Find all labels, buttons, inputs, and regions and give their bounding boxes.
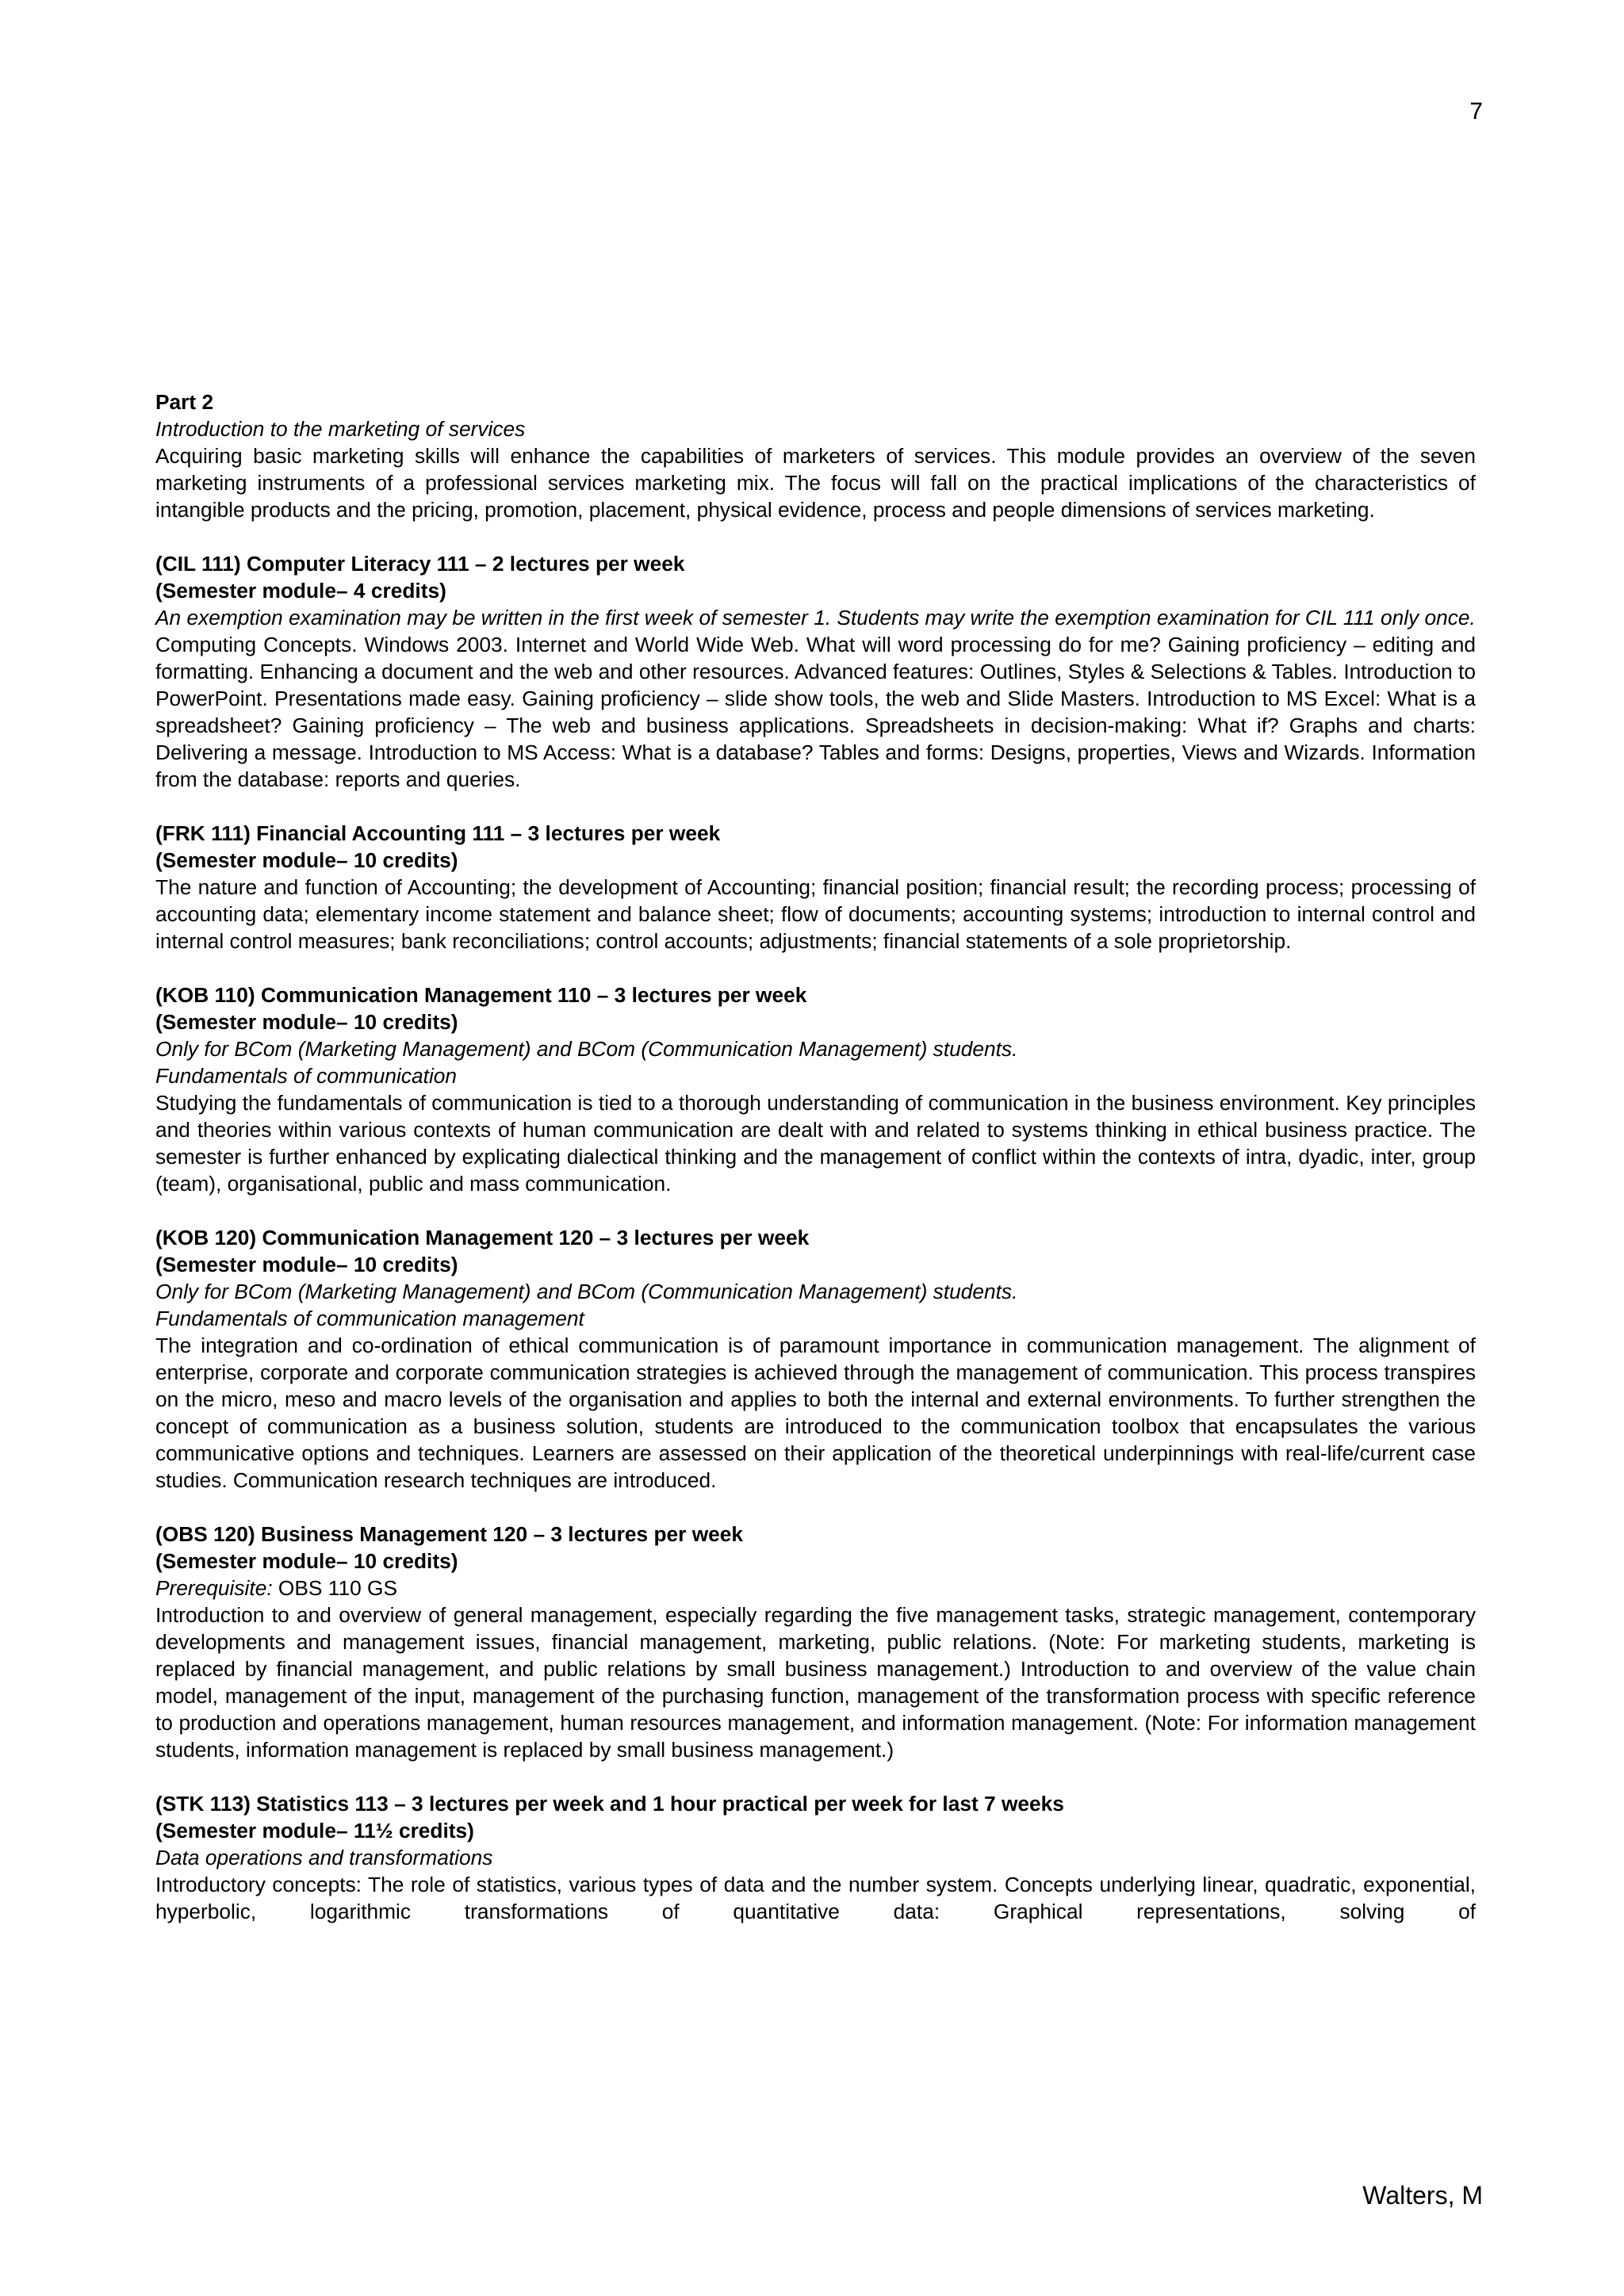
module-title: (STK 113) Statistics 113 – 3 lectures per week and 1 hour practical per week for last 7 weeks <box>155 1792 1064 1816</box>
module-description: Computing Concepts. Windows 2003. Internet and World Wide Web. What will word processing do for me? Gaining proficiency – editing and formatting. Enhancing a document and the web and other resources. Advanced features: Outlines, Styles & Selections & Tables. Introduction to PowerPoint. Presentations made easy. Gaining proficiency – slide show tools, the web and Slide Masters. Introduction to MS Excel: What is a spreadsheet? Gaining proficiency – The web and business applications. Spreadsheets in decision-making: What if? Graphs and charts: Delivering a message. Introduction to MS Access: What is a database? Tables and forms: Designs, properties, Views and Wizards. Information from the database: reports and queries. <box>155 633 1476 791</box>
module-credits: (Semester module– 4 credits) <box>155 579 446 603</box>
module-kob-120 <box>155 1224 1476 1494</box>
module-description: The integration and co-ordination of ethical communication is of paramount importance in communication management. The alignment of enterprise, corporate and corporate communication strategies is achieved through the management of communication. This process transpires on the micro, meso and macro levels of the organisation and applies to both the internal and external environments. To further strengthen the concept of communication as a business solution, students are introduced to the communication toolbox that encapsulates the various communicative options and techniques. Learners are assessed on their application of the theoretical underpinnings with real-life/current case studies. Communication research techniques are introduced. <box>155 1334 1476 1492</box>
module-subtitle: Fundamentals of communication management <box>155 1307 584 1330</box>
module-title: (FRK 111) Financial Accounting 111 – 3 lectures per week <box>155 821 721 845</box>
module-note: Only for BCom (Marketing Management) and BCom (Communication Management) students. <box>155 1280 1018 1303</box>
module-note: Only for BCom (Marketing Management) and BCom (Communication Management) students. <box>155 1037 1018 1061</box>
module-prerequisite <box>155 1575 1476 1601</box>
module-title: (KOB 120) Communication Management 120 – 3 lectures per week <box>155 1226 810 1249</box>
module-subtitle: Data operations and transformations <box>155 1846 493 1869</box>
page-number: 7 <box>1469 98 1483 124</box>
footer-author: Walters, M <box>1362 2181 1483 2210</box>
section-heading: Part 2 <box>155 390 214 414</box>
module-title: (KOB 110) Communication Management 110 – 3 lectures per week <box>155 983 807 1007</box>
section-subtitle: Introduction to the marketing of services <box>155 417 526 441</box>
module-credits: (Semester module– 10 credits) <box>155 1549 458 1573</box>
section-body: Acquiring basic marketing skills will enhance the capabilities of marketers of services. This module provides an overview of the seven marketing instruments of a professional services marketing mix. The focus will fall on the practical implications of the characteristics of intangible products and the pricing, promotion, placement, physical evidence, process and people dimensions of services marketing. <box>155 444 1476 522</box>
module-frk-111 <box>155 820 1476 955</box>
module-description: Introductory concepts: The role of statistics, various types of data and the number system. Concepts underlying linear, quadratic, exponential, hyperbolic, logarithmic transformations of quantitative data: Graphical representations, solving of <box>155 1873 1476 1923</box>
module-cil-111 <box>155 550 1476 793</box>
module-credits: (Semester module– 10 credits) <box>155 1253 458 1276</box>
module-description: The nature and function of Accounting; the development of Accounting; financial position; financial result; the recording process; processing of accounting data; elementary income statement and balance sheet; flow of documents; accounting systems; introduction to internal control and internal control measures; bank reconciliations; control accounts; adjustments; financial statements of a sole proprietorship. <box>155 875 1476 953</box>
module-description: Studying the fundamentals of communication is tied to a thorough understanding of communication in the business environment. Key principles and theories within various contexts of human communication are dealt with and related to systems thinking in ethical business practice. The semester is further enhanced by explicating dialectical thinking and the management of conflict within the contexts of intra, dyadic, inter, group (team), organisational, public and mass communication. <box>155 1091 1476 1196</box>
section-part-2 <box>155 388 1476 523</box>
prerequisite-value: OBS 110 GS <box>272 1576 397 1600</box>
prerequisite-label: Prerequisite: <box>155 1576 273 1600</box>
module-stk-113 <box>155 1790 1476 1925</box>
module-kob-110 <box>155 982 1476 1197</box>
module-title: (OBS 120) Business Management 120 – 3 lectures per week <box>155 1522 744 1546</box>
module-description: Introduction to and overview of general management, especially regarding the five management tasks, strategic management, contemporary developments and management issues, financial management, marketing, public relations. (Note: For marketing students, marketing is replaced by financial management, and public relations by small business management.) Introduction to and overview of the value chain model, management of the input, management of the purchasing function, management of the transformation process with specific reference to production and operations management, human resources management, and information management. (Note: For information management students, information management is replaced by small business management.) <box>155 1603 1476 1762</box>
module-credits: (Semester module– 10 credits) <box>155 1010 458 1034</box>
module-title: (CIL 111) Computer Literacy 111 – 2 lectures per week <box>155 552 685 576</box>
module-note: An exemption examination may be written in the first week of semester 1. Students may write the exemption examination for CIL 111 only once. <box>155 606 1476 629</box>
module-subtitle: Fundamentals of communication <box>155 1064 458 1088</box>
module-obs-120 <box>155 1521 1476 1763</box>
document-body <box>155 388 1476 1952</box>
module-credits: (Semester module– 10 credits) <box>155 848 458 872</box>
module-credits: (Semester module– 11½ credits) <box>155 1819 474 1843</box>
